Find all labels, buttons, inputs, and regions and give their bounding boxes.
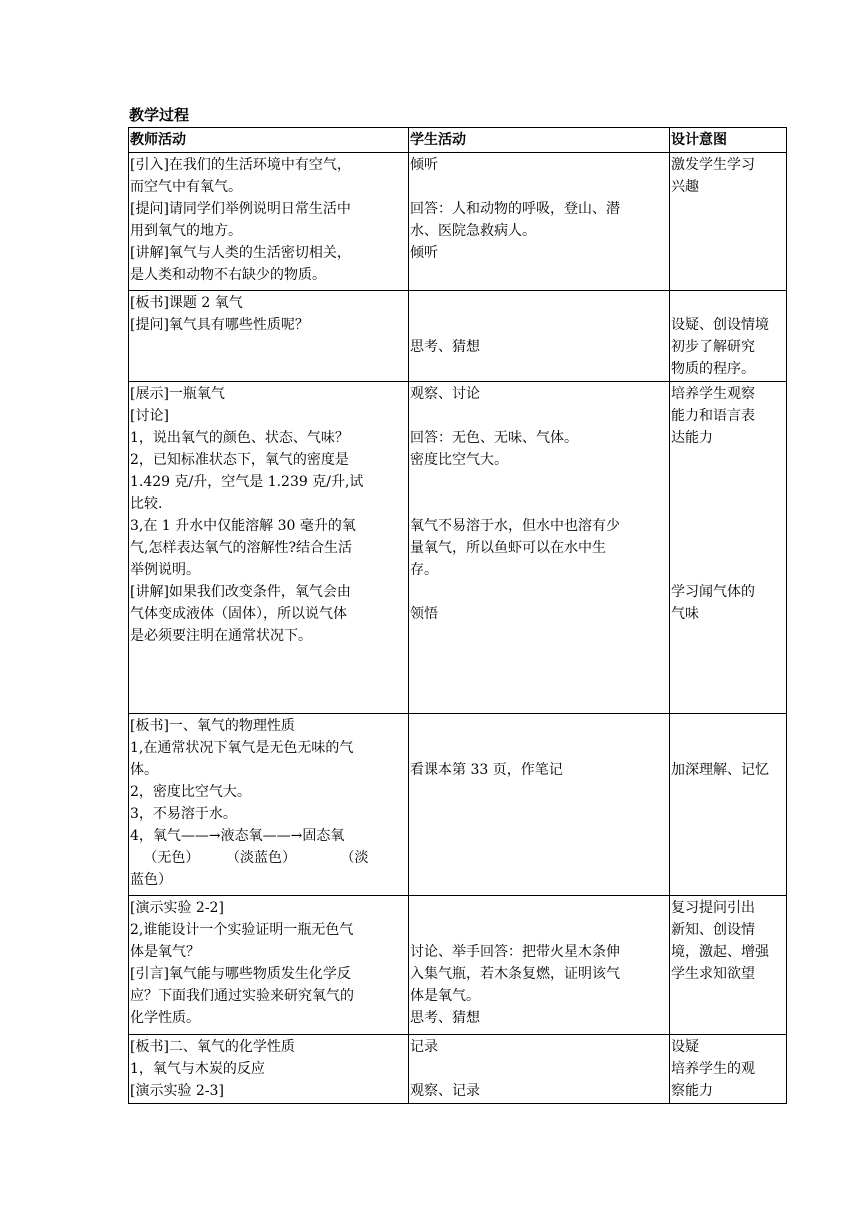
intent-line	[671, 537, 785, 559]
intent-line: 能力和语言表	[671, 408, 755, 424]
student-line: 倾听	[410, 245, 438, 261]
design-intent-cell	[670, 1035, 787, 1104]
teacher-line: 应？下面我们通过实验来研究氧气的	[130, 988, 354, 1004]
student-line: 入集气瓶，若木条复燃，证明该气	[410, 966, 620, 982]
teacher-line: [展示]一瓶氧气	[130, 386, 225, 402]
teacher-line: 1.429 克/升，空气是 1.239 克/升,试	[130, 474, 364, 490]
teacher-line: [板书]二、氧气的化学性质	[130, 1039, 295, 1055]
intent-line: 激发学生学习	[671, 157, 755, 173]
teacher-line: 3,在 1 升水中仅能溶解 30 毫升的氧	[130, 518, 356, 534]
teacher-line: [板书]课题 2 氧气	[130, 295, 243, 311]
teacher-activity-cell	[129, 714, 409, 896]
header-teacher-activity: 教师活动	[129, 128, 409, 153]
intent-line: 达能力	[671, 430, 713, 446]
intent-line: 设疑	[671, 1039, 699, 1055]
design-intent-cell	[670, 382, 787, 714]
intent-line: 复习提问引出	[671, 900, 755, 916]
teacher-line: 1,在通常状况下氧气是无色无味的气	[130, 740, 354, 756]
table-header-row	[129, 128, 787, 153]
table-row	[129, 1035, 787, 1104]
student-line: 记录	[410, 1039, 438, 1055]
table-row	[129, 153, 787, 291]
teacher-line: 2，已知标准状态下，氧气的密度是	[130, 452, 349, 468]
teacher-line: 用到氧气的地方。	[130, 223, 242, 239]
teacher-activity-cell	[129, 153, 409, 291]
student-line	[410, 314, 668, 336]
teacher-line: 4，氧气——→液态氧——→固态氧	[130, 828, 345, 844]
teacher-line: 3，不易溶于水。	[130, 806, 237, 822]
intent-line: 培养学生观察	[671, 386, 755, 402]
teacher-activity-cell	[129, 382, 409, 714]
teacher-line: 2，密度比空气大。	[130, 784, 251, 800]
teacher-line: 比较.	[130, 496, 163, 512]
teacher-line: 化学性质。	[130, 1010, 200, 1026]
student-line	[410, 176, 668, 198]
student-line: 体是氧气。	[410, 988, 480, 1004]
student-activity-cell	[409, 291, 670, 382]
intent-line: 学生求知欲望	[671, 966, 755, 982]
teacher-line: 体是氧气？	[130, 944, 200, 960]
student-line	[410, 897, 668, 919]
page-heading: 教学过程	[129, 106, 190, 124]
teacher-line: 气体变成液体（固体），所以说气体	[130, 606, 347, 622]
intent-line: 兴趣	[671, 179, 699, 195]
teacher-activity-cell	[129, 291, 409, 382]
intent-line	[671, 493, 785, 515]
student-line: 密度比空气大。	[410, 452, 508, 468]
teacher-line: [讲解]如果我们改变条件，氧气会由	[130, 584, 351, 600]
intent-line	[671, 559, 785, 581]
student-line: 思考、猜想	[410, 1010, 480, 1026]
table-row	[129, 896, 787, 1035]
student-line: 看课本第 33 页，作笔记	[410, 762, 563, 778]
intent-line: 察能力	[671, 1083, 713, 1099]
header-student-activity: 学生活动	[409, 128, 670, 153]
student-activity-cell	[409, 896, 670, 1035]
teacher-line: 而空气中有氧气。	[130, 179, 242, 195]
teacher-line: [演示实验 2-3]	[130, 1083, 224, 1099]
teacher-line: [提问]氧气具有哪些性质呢？	[130, 317, 309, 333]
student-line	[410, 493, 668, 515]
teacher-line: （无色） （淡蓝色） （淡	[130, 850, 369, 866]
intent-line	[671, 715, 785, 737]
intent-line	[671, 449, 785, 471]
student-line: 回答：人和动物的呼吸，登山、潜	[410, 201, 620, 217]
teacher-line: [讲解]氧气与人类的生活密切相关，	[130, 245, 351, 261]
design-intent-cell	[670, 153, 787, 291]
teacher-activity-cell	[129, 1035, 409, 1104]
intent-line: 学习闻气体的	[671, 584, 755, 600]
intent-line: 初步了解研究	[671, 339, 755, 355]
student-line: 量氧气，所以鱼虾可以在水中生	[410, 540, 606, 556]
intent-line	[671, 515, 785, 537]
teacher-line: [引入]在我们的生活环境中有空气，	[130, 157, 351, 173]
table-row	[129, 714, 787, 896]
header-design-intent: 设计意图	[670, 128, 787, 153]
student-line: 讨论、举手回答：把带火星木条伸	[410, 944, 620, 960]
table-row	[129, 382, 787, 714]
student-line: 氧气不易溶于水，但水中也溶有少	[410, 518, 620, 534]
student-activity-cell	[409, 153, 670, 291]
teacher-line: 举例说明。	[130, 562, 200, 578]
teacher-line: 蓝色）	[130, 872, 172, 888]
student-line: 存。	[410, 562, 438, 578]
table-row	[129, 291, 787, 382]
intent-line: 境，激起、增强	[671, 944, 769, 960]
student-activity-cell	[409, 1035, 670, 1104]
student-line	[410, 919, 668, 941]
intent-line: 物质的程序。	[671, 361, 755, 377]
student-line	[410, 292, 668, 314]
teacher-line: [板书]一、氧气的物理性质	[130, 718, 295, 734]
student-line: 思考、猜想	[410, 339, 480, 355]
teacher-line: [讨论]	[130, 408, 169, 424]
student-line: 水、医院急救病人。	[410, 223, 536, 239]
intent-line	[671, 737, 785, 759]
teacher-line: 1，说出氧气的颜色、状态、气味？	[130, 430, 349, 446]
teacher-line: 气,怎样表达氧气的溶解性?结合生活	[130, 540, 352, 556]
teacher-line: 体。	[130, 762, 158, 778]
teacher-line: 是人类和动物不右缺少的物质。	[130, 267, 326, 283]
student-line	[410, 471, 668, 493]
design-intent-cell	[670, 714, 787, 896]
intent-line	[671, 471, 785, 493]
intent-line: 气味	[671, 606, 699, 622]
intent-line: 加深理解、记忆	[671, 762, 769, 778]
design-intent-cell	[670, 291, 787, 382]
student-line: 观察、记录	[410, 1083, 480, 1099]
student-activity-cell	[409, 382, 670, 714]
student-line: 领悟	[410, 606, 438, 622]
intent-line: 新知、创设情	[671, 922, 755, 938]
student-activity-cell	[409, 714, 670, 896]
student-line	[410, 715, 668, 737]
student-line: 观察、讨论	[410, 386, 480, 402]
teacher-activity-cell	[129, 896, 409, 1035]
teacher-line: 是必须要注明在通常状况下。	[130, 628, 312, 644]
intent-line: 设疑、创设情境	[671, 317, 769, 333]
student-line	[410, 737, 668, 759]
teaching-process-table	[128, 127, 787, 1104]
intent-line: 培养学生的观	[671, 1061, 755, 1077]
teacher-line: 1，氧气与木炭的反应	[130, 1061, 265, 1077]
teacher-line: [引言]氧气能与哪些物质发生化学反	[130, 966, 351, 982]
design-intent-cell	[670, 896, 787, 1035]
teacher-line: [演示实验 2-2]	[130, 900, 224, 916]
intent-line	[671, 292, 785, 314]
student-line: 倾听	[410, 157, 438, 173]
teacher-line: [提问]请同学们举例说明日常生活中	[130, 201, 351, 217]
student-line	[410, 1058, 668, 1080]
teacher-line: 2,谁能设计一个实验证明一瓶无色气	[130, 922, 354, 938]
student-line: 回答：无色、无味、气体。	[410, 430, 578, 446]
student-line	[410, 581, 668, 603]
student-line	[410, 405, 668, 427]
